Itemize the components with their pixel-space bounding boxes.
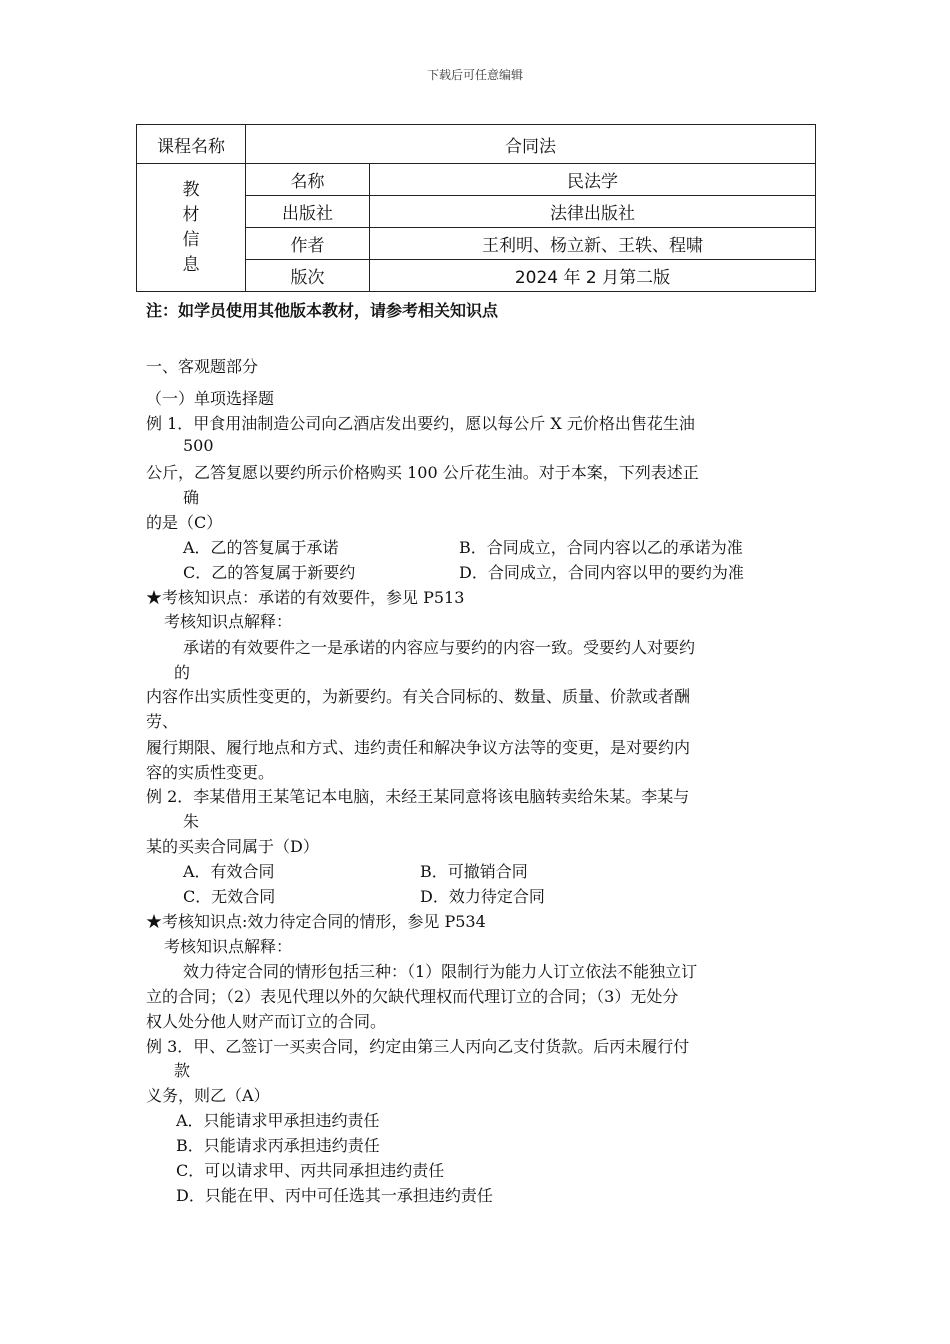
subsection-title: （一）单项选择题	[146, 389, 275, 408]
section-title: 一、客观题部分	[146, 357, 259, 376]
explanation-heading: 考核知识点解释：	[164, 937, 293, 956]
knowledge-point: ★考核知识点:效力待定合同的情形，参见 P534	[146, 912, 486, 931]
explanation-line: 的	[174, 663, 191, 682]
option-d: D．只能在甲、丙中可任选其一承担违约责任	[176, 1186, 493, 1205]
explanation-line: 容的实质性变更。	[146, 763, 275, 782]
option-b: B．可撤销合同	[420, 862, 528, 881]
explanation-line: 履行期限、履行地点和方式、违约责任和解决争议方法等的变更，是对要约内	[146, 738, 691, 757]
question-line: 例 1．甲食用油制造公司向乙酒店发出要约，愿以每公斤 X 元价格出售花生油	[146, 414, 695, 433]
question-line: 朱	[183, 812, 200, 831]
option-d: D．合同成立，合同内容以甲的要约为准	[459, 563, 744, 582]
explanation-line: 内容作出实质性变更的，为新要约。有关合同标的、数量、质量、价款或者酬	[146, 687, 691, 706]
textbook-info-label: 教 材 信 息	[137, 164, 246, 292]
header-note: 下载后可任意编辑	[426, 68, 523, 82]
question-line: 款	[174, 1061, 191, 1080]
course-name-value: 合同法	[246, 125, 816, 164]
explanation-line: 承诺的有效要件之一是承诺的内容应与要约的内容一致。受要约人对要约	[183, 638, 696, 657]
knowledge-point: ★考核知识点：承诺的有效要件，参见 P513	[146, 588, 465, 607]
version-note: 注：如学员使用其他版本教材，请参考相关知识点	[146, 301, 499, 320]
question-line: 的是（C）	[146, 513, 223, 532]
question-line: 义务，则乙（A）	[146, 1086, 270, 1105]
textbook-name-label: 名称	[246, 164, 370, 196]
edition-value: 2024 年 2 月第二版	[370, 260, 816, 292]
explanation-heading: 考核知识点解释：	[164, 612, 293, 631]
option-c: C．无效合同	[183, 887, 276, 906]
option-b: B．只能请求丙承担违约责任	[176, 1136, 380, 1155]
explanation-line: 权人处分他人财产而订立的合同。	[146, 1012, 387, 1031]
option-a: A．只能请求甲承担违约责任	[176, 1111, 380, 1130]
explanation-line: 劳、	[146, 712, 179, 731]
explanation-line: 立的合同；（2）表见代理以外的欠缺代理权而代理订立的合同；（3）无处分	[146, 987, 679, 1006]
course-info-table	[136, 124, 816, 292]
question-line: 例 2．李某借用王某笔记本电脑，未经王某同意将该电脑转卖给朱某。李某与	[146, 787, 690, 806]
publisher-label: 出版社	[246, 196, 370, 228]
option-c: C．可以请求甲、丙共同承担违约责任	[176, 1161, 445, 1180]
option-c: C．乙的答复属于新要约	[183, 563, 356, 582]
question-line: 公斤，乙答复愿以要约所示价格购买 100 公斤花生油。对于本案，下列表述正	[146, 463, 699, 482]
author-value: 王利明、杨立新、王轶、程啸	[370, 228, 816, 260]
option-d: D．效力待定合同	[420, 887, 545, 906]
author-label: 作者	[246, 228, 370, 260]
explanation-line: 效力待定合同的情形包括三种：（1）限制行为能力人订立依法不能独立订	[183, 962, 698, 981]
question-line: 确	[183, 488, 200, 507]
option-a: A．乙的答复属于承诺	[183, 538, 339, 557]
question-line: 例 3．甲、乙签订一买卖合同，约定由第三人丙向乙支付货款。后丙未履行付	[146, 1037, 690, 1056]
question-line: 500	[183, 436, 214, 455]
textbook-name-value: 民法学	[370, 164, 816, 196]
edition-label: 版次	[246, 260, 370, 292]
question-line: 某的买卖合同属于（D）	[146, 837, 319, 856]
option-b: B．合同成立，合同内容以乙的承诺为准	[459, 538, 743, 557]
publisher-value: 法律出版社	[370, 196, 816, 228]
option-a: A．有效合同	[183, 862, 275, 881]
course-name-label: 课程名称	[137, 125, 246, 164]
